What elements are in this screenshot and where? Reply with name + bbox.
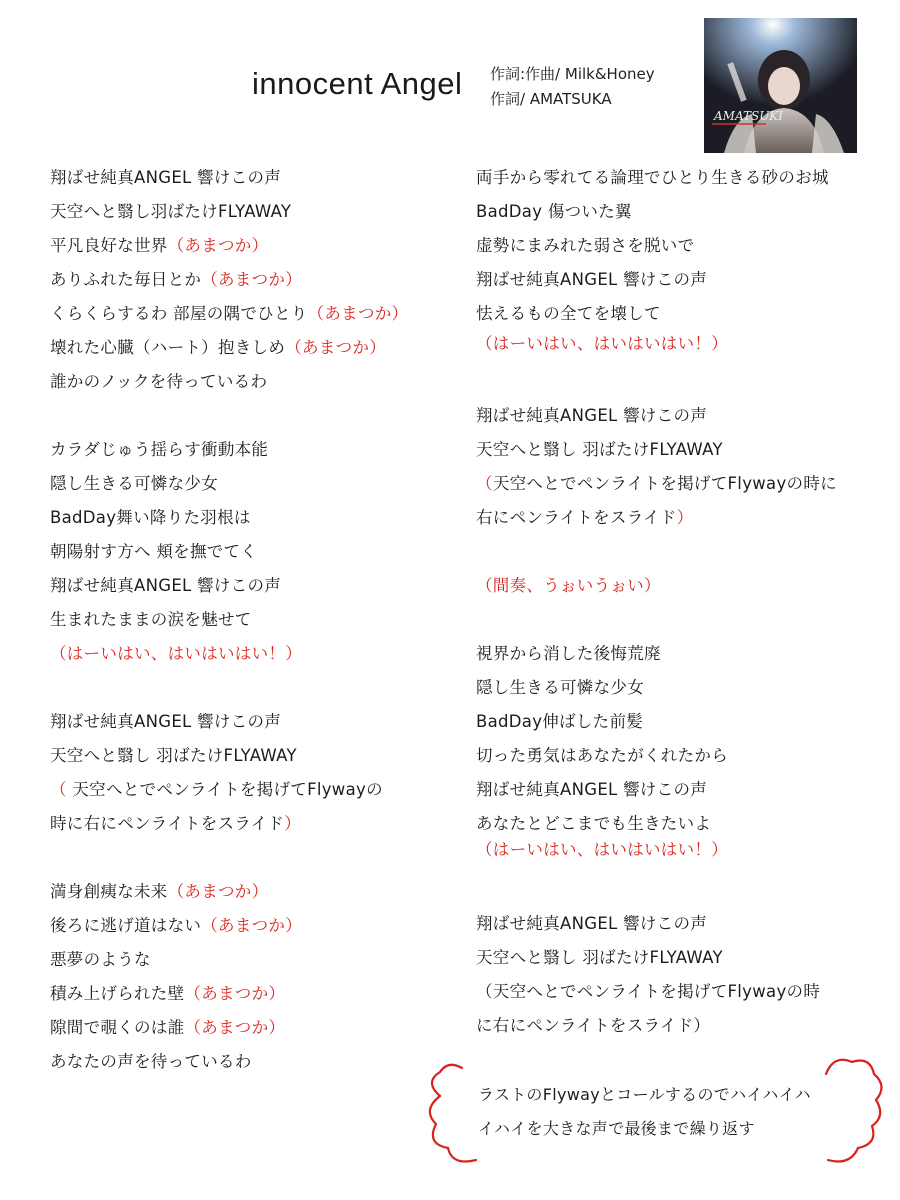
lyric-line [50, 538, 257, 562]
lyric-line [50, 1048, 252, 1072]
lyric-line [50, 742, 297, 766]
lyric-text: 生まれたままの涙を魅せて [50, 610, 252, 629]
lyric-text: 翔ばせ純真ANGEL 響けこの声 [476, 270, 708, 289]
cover-logo-text: AMATSUKI [714, 109, 784, 123]
lyric-text: 天空へと翳し羽ばたけFLYAWAY [50, 202, 292, 221]
lyric-text: 隠し生きる可憐な少女 [476, 678, 644, 697]
lyric-line [476, 470, 837, 494]
lyric-line [476, 198, 632, 222]
lyric-line [50, 572, 281, 596]
lyric-text: 朝陽射す方へ 頬を撫でてく [50, 542, 258, 561]
lyric-text: 隙間で覗くのは誰 [50, 1018, 185, 1037]
lyric-line [476, 402, 707, 426]
lyric-text: 天空へと翳し 羽ばたけFLYAWAY [50, 746, 297, 765]
lyric-text: 壊れた心臓（ハート）抱きしめ [50, 338, 286, 357]
call-text: （ [476, 474, 493, 493]
lyric-text: 平凡良好な世界 [50, 236, 168, 255]
call-text: （あまつか） [167, 236, 269, 255]
call-text: ） [284, 814, 302, 833]
lyric-text: 怯えるもの全てを壊して [476, 304, 661, 323]
call-text: （あまつか） [201, 270, 303, 289]
lyric-text: BadDay伸ばした前髪 [476, 712, 644, 731]
lyric-text: 誰かのノックを待っているわ [50, 372, 268, 391]
lyric-text: くらくらするわ 部屋の隅でひとり [50, 304, 308, 323]
call-text: （あまつか） [167, 882, 269, 901]
lyric-text: BadDay舞い降りた羽根は [50, 508, 251, 527]
lyric-text: 天空へと翳し 羽ばたけFLYAWAY [476, 440, 723, 459]
lyric-text: 両手から零れてる論理でひとり生きる砂のお城 [476, 168, 829, 187]
lyric-line [50, 164, 281, 188]
lyric-text: 翔ばせ純真ANGEL 響けこの声 [476, 914, 708, 933]
lyric-text: 満身創痍な未来 [50, 882, 168, 901]
call-text: ） [676, 508, 694, 527]
lyric-line [50, 776, 383, 800]
lyric-text: 天空へと翳し 羽ばたけFLYAWAY [476, 948, 723, 967]
call-text: （間奏、うぉいうぉい） [476, 576, 661, 595]
lyric-text: に右にペンライトをスライド） [476, 1016, 711, 1035]
call-text: （あまつか） [184, 1018, 286, 1037]
note-cloud-outline [418, 1052, 883, 1172]
lyric-line [50, 198, 291, 222]
lyric-text: 虚勢にまみれた弱さを脱いで [476, 236, 695, 255]
lyric-line [476, 674, 644, 698]
lyric-line [476, 300, 661, 324]
lyric-line [476, 164, 829, 188]
lyric-line [50, 946, 151, 970]
lyric-text: ありふれた毎日とか [50, 270, 202, 289]
call-text: （あまつか） [285, 338, 387, 357]
call-text: （はーいはい、はいはいはい！） [476, 840, 728, 859]
lyric-line [50, 368, 267, 392]
album-cover-image [704, 18, 857, 153]
lyric-line [476, 810, 711, 834]
lyric-line [50, 606, 252, 630]
lyric-text: 翔ばせ純真ANGEL 響けこの声 [476, 780, 708, 799]
lyric-text: 時に右にペンライトをスライド [50, 814, 285, 833]
lyric-text: 翔ばせ純真ANGEL 響けこの声 [50, 576, 282, 595]
lyric-text: 視界から消した後悔荒廃 [476, 644, 661, 663]
lyric-line [476, 1012, 710, 1036]
lyric-text: （天空へとでペンライトを掲げてFlywayの時 [476, 982, 821, 1001]
lyric-text: カラダじゅう揺らす衝動本能 [50, 440, 269, 459]
call-text: （はーいはい、はいはいはい！） [50, 644, 302, 663]
lyric-text: 積み上げられた壁 [50, 984, 185, 1003]
lyric-text: あなたの声を待っているわ [50, 1052, 252, 1071]
lyric-line [476, 266, 707, 290]
lyric-text: 悪夢のような [50, 950, 151, 969]
credits [490, 62, 655, 112]
call-text: （はーいはい、はいはいはい！） [476, 334, 728, 353]
call-text: （ [50, 780, 73, 799]
lyric-text: 後ろに逃げ道はない [50, 916, 202, 935]
lyric-line [476, 504, 693, 528]
lyric-text: あなたとどこまでも生きたいよ [476, 814, 712, 833]
call-text: （あまつか） [201, 916, 303, 935]
lyric-line [476, 776, 707, 800]
lyric-line [476, 944, 723, 968]
lyric-line [476, 572, 661, 596]
lyric-line [50, 300, 408, 324]
lyric-line [476, 836, 728, 860]
lyric-line [50, 980, 285, 1004]
lyric-text: 切った勇気はあなたがくれたから [476, 746, 728, 765]
lyric-line [476, 708, 643, 732]
note-line-1: ラストのFlywayとコールするのでハイハイハ [478, 1085, 811, 1104]
lyric-text: 翔ばせ純真ANGEL 響けこの声 [476, 406, 708, 425]
note-line-2: イハイを大きな声で最後まで繰り返す [478, 1119, 755, 1138]
credit-lyricist: 作詞/ AMATSUKA [490, 90, 612, 108]
lyric-line [50, 266, 302, 290]
lyric-line [50, 504, 251, 528]
lyric-line [50, 878, 268, 902]
call-text: （あまつか） [184, 984, 286, 1003]
lyric-line [476, 330, 728, 354]
lyric-line [50, 334, 386, 358]
credit-composer: 作詞:作曲/ Milk&Honey [490, 65, 655, 83]
lyric-text: 翔ばせ純真ANGEL 響けこの声 [50, 712, 282, 731]
lyric-line [476, 742, 728, 766]
lyric-line [476, 232, 694, 256]
lyric-text: 天空へとでペンライトを掲げてFlywayの時に [492, 474, 837, 493]
lyric-line [50, 810, 301, 834]
lyric-line [476, 640, 661, 664]
lyric-text: 天空へとでペンライトを掲げてFlywayの [72, 780, 383, 799]
lyric-line [50, 470, 218, 494]
lyric-text: 隠し生きる可憐な少女 [50, 474, 218, 493]
lyric-line [476, 910, 707, 934]
lyric-text: 右にペンライトをスライド [476, 508, 677, 527]
song-title: innocent Angel [252, 66, 463, 101]
lyric-text: BadDay 傷ついた翼 [476, 202, 632, 221]
lyric-line [50, 708, 281, 732]
lyric-line [50, 912, 302, 936]
lyric-line [50, 436, 268, 460]
lyric-line [476, 436, 723, 460]
lyric-text: 翔ばせ純真ANGEL 響けこの声 [50, 168, 282, 187]
lyric-line [50, 232, 268, 256]
lyric-line [476, 978, 820, 1002]
call-text: （あまつか） [307, 304, 409, 323]
lyric-line [50, 640, 302, 664]
lyric-line [50, 1014, 285, 1038]
